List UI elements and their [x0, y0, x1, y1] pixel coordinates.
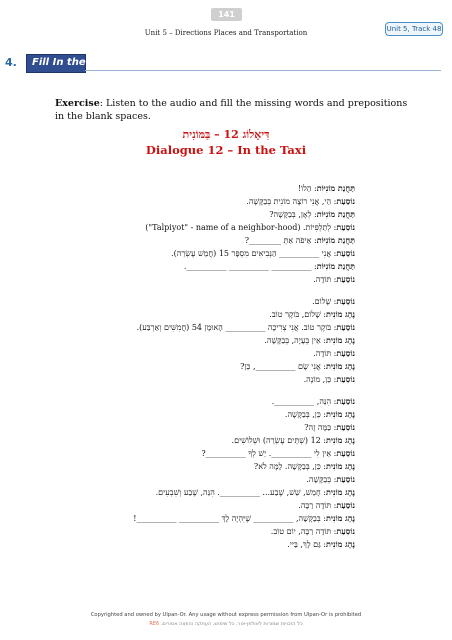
dialogue-line: נוֹסַעַת: כַּמָּה זֶה? [304, 422, 355, 432]
speaker: נוֹסַעַת [336, 222, 355, 232]
line-text: שָׁלוֹם, בֹּוקֶר טוֹב. [269, 310, 321, 319]
speaker: נֶהָג מוֹנִית [326, 487, 355, 497]
dialogue-line: נוֹסַעַת: לְתַלְפִּיּוֹת. ("Talpiyot" - name of a neighbor-hood) [145, 222, 355, 232]
line-text: אֲנִי __________ הַנְּבִיאִים מִסְפָּר 15 (חֲמֵשׁ עֶשְׂרֵה). [171, 249, 332, 258]
line-text: גַּם לָךְ, בַּיי. [287, 540, 321, 549]
line-text: 12 (שְׁתֵּים עֶשְׂרֵה) וּשְׁלוֹשִׁים. [231, 436, 321, 445]
copyright-footer: Copyrighted and owned by Ulpan-Or. Any usage without express permission from Ulpan-Or is prohibited [90, 612, 362, 618]
dialogue-line: תַּחֲנַת מוֹנִיּוֹת: הַלוֹ! [297, 183, 355, 193]
line-text: הִנֵּה, __________. [271, 397, 332, 406]
dialogue-line: נוֹסַעַת: בֹּוקֶר טוֹב. אֲנִי צְרִיכָה __________ הָאוּמָן 54 (חֲמִשִּׁים וְאַרְבַּע). [136, 322, 355, 332]
dialogue-line: נוֹסַעַת: הַי, אֲנִי רוֹצָה מוֹנִית בְּבַקָּשָׁה. [246, 196, 355, 206]
dialogue-line: נֶהָג מוֹנִית: 12 (שְׁתֵּים עֶשְׂרֵה) וּשְׁלוֹשִׁים. [231, 435, 355, 445]
dialogue-line: נֶהָג מוֹנִית: אֲנִי שָׂם __________, כֵּן? [240, 361, 355, 371]
dialogue-line: נוֹסַעַת: אֲנִי __________ הַנְּבִיאִים מִסְפָּר 15 (חֲמֵשׁ עֶשְׂרֵה). [171, 248, 355, 258]
speaker: נוֹסַעַת [336, 448, 355, 458]
speaker: נֶהָג מוֹנִית [326, 539, 355, 549]
line-text: שָׁלוֹם. [312, 297, 332, 306]
speaker: נֶהָג מוֹנִית [326, 409, 355, 419]
line-text: תּוֹדָה. [313, 275, 332, 284]
line-text: כֵּן, מוֹנֶה. [303, 375, 332, 384]
line-text: בֹּוקֶר טוֹב. אֲנִי צְרִיכָה __________ הָאוּמָן 54 (חֲמִשִּׁים וְאַרְבַּע). [136, 323, 332, 332]
line-note: ("Talpiyot" - name of a neighbor-hood) [145, 223, 301, 232]
speaker: נוֹסַעַת [336, 248, 355, 258]
dialogue-line: תַּחֲנַת מוֹנִיּוֹת: __________ __________ __________. [183, 261, 355, 271]
speaker: תַּחֲנַת מוֹנִיּוֹת [316, 209, 355, 219]
speaker: נֶהָג מוֹנִית [326, 435, 355, 445]
dialogue-line: נוֹסַעַת: בְּבַקָּשָׁה. [306, 474, 355, 484]
line-text: בְּבַקָּשָׁה. [306, 475, 332, 484]
line-text: __________ __________ __________. [183, 262, 312, 271]
speaker: נוֹסַעַת [336, 322, 355, 332]
speaker: תַּחֲנַת מוֹנִיּוֹת [316, 261, 355, 271]
dialogue-line: נוֹסַעַת: תּוֹדָה רַבָּה, יוֹם טוֹב. [270, 526, 355, 536]
page-number: 141 [211, 8, 242, 21]
hebrew-dialogue-title: דִּיאָלוֹג 12 – בַּמּוֹנִית [182, 128, 270, 141]
line-text: תּוֹדָה רַבָּה, יוֹם טוֹב. [270, 527, 332, 536]
speaker: נוֹסַעַת [336, 500, 355, 510]
dialogue-line: נוֹסַעַת: תּוֹדָה רַבָּה. [298, 500, 355, 510]
dialogue-line: נוֹסַעַת: הִנֵּה, __________. [271, 396, 355, 406]
line-text: אֲנִי שָׂם __________, כֵּן? [240, 362, 321, 371]
speaker: תַּחֲנַת מוֹנִיּוֹת [316, 183, 355, 193]
speaker: נוֹסַעַת [336, 348, 355, 358]
exercise-instructions [55, 97, 415, 123]
line-text: בְּבַקָּשָׁה, __________ שֶׁיִּהְיֶה לָךְ __________ __________! [133, 514, 321, 523]
dialogue-line: נֶהָג מוֹנִית: גַּם לָךְ, בַּיי. [287, 539, 355, 549]
speaker: נוֹסַעַת [336, 296, 355, 306]
unit-title: Unit 5 – Directions Places and Transportation [144, 29, 308, 37]
speaker: נוֹסַעַת [336, 474, 355, 484]
speaker: נוֹסַעַת [336, 196, 355, 206]
footer-code: RE6 [149, 621, 160, 627]
section-number: 4. [5, 56, 17, 69]
line-text: כֵּן, בְּבַקָּשָׁה. [284, 410, 321, 419]
track-button[interactable]: Unit 5, Track 48 [385, 22, 443, 36]
line-text: חָמֵשׁ, שֵׁשׁ, שֶׁבַע... __________. הִנֵּה, שֶׁבַע וְשִׁבְעִים. [155, 488, 321, 497]
line-text: כֵּן, בְּבַקָּשָׁה. לָמָּה לֹא? [253, 462, 321, 471]
dialogue-line: נֶהָג מוֹנִית: בְּבַקָּשָׁה, __________ שֶׁיִּהְיֶה לָךְ __________ __________! [133, 513, 355, 523]
dialogue-line: נֶהָג מוֹנִית: כֵּן, בְּבַקָּשָׁה. לָמָּה לֹא? [253, 461, 355, 471]
line-text: אֵין בְּעָיָה, בְּבַקָּשָׁה. [264, 336, 321, 345]
line-text: לְאָן, בְּבַקָּשָׁה? [269, 210, 312, 219]
dialogue-line: נוֹסַעַת: שָׁלוֹם. [312, 296, 355, 306]
speaker: נֶהָג מוֹנִית [326, 335, 355, 345]
dialogue-line: נֶהָג מוֹנִית: כֵּן, בְּבַקָּשָׁה. [284, 409, 355, 419]
dialogue-line: נוֹסַעַת: אֵין לִי __________. יֵשׁ לְךָ __________? [201, 448, 355, 458]
dialogue-line: נוֹסַעַת: תּוֹדָה. [313, 274, 355, 284]
dialogue-line: נוֹסַעַת: תּוֹדָה. [313, 348, 355, 358]
speaker: נֶהָג מוֹנִית [326, 461, 355, 471]
line-text: תּוֹדָה. [313, 349, 332, 358]
dialogue-line: נוֹסַעַת: כֵּן, מוֹנֶה. [303, 374, 355, 384]
dialogue-line: תַּחֲנַת מוֹנִיּוֹת: אֵיפֹה אַתְּ ________? [244, 235, 355, 245]
speaker: נוֹסַעַת [336, 396, 355, 406]
section-divider [85, 70, 441, 71]
line-text: אֵין לִי __________. יֵשׁ לְךָ __________? [201, 449, 332, 458]
speaker: נֶהָג מוֹנִית [326, 513, 355, 523]
line-text: לְתַלְפִּיּוֹת. [303, 223, 332, 232]
dialogue-line: תַּחֲנַת מוֹנִיּוֹת: לְאָן, בְּבַקָּשָׁה? [269, 209, 355, 219]
exercise-text: : Listen to the audio and fill the missing words and prepositions in the blank spaces. [55, 98, 408, 122]
line-text: הַי, אֲנִי רוֹצָה מוֹנִית בְּבַקָּשָׁה. [246, 197, 332, 206]
speaker: נוֹסַעַת [336, 374, 355, 384]
dialogue-line: נֶהָג מוֹנִית: חָמֵשׁ, שֵׁשׁ, שֶׁבַע... __________. הִנֵּה, שֶׁבַע וְשִׁבְעִים. [155, 487, 355, 497]
line-text: כַּמָּה זֶה? [304, 423, 332, 432]
line-text: אֵיפֹה אַתְּ ________? [244, 236, 312, 245]
speaker: נוֹסַעַת [336, 526, 355, 536]
speaker: תַּחֲנַת מוֹנִיּוֹת [316, 235, 355, 245]
speaker: נוֹסַעַת [336, 274, 355, 284]
section-label: Fill In the ____ [32, 57, 110, 68]
dialogue-line: נֶהָג מוֹנִית: אֵין בְּעָיָה, בְּבַקָּשָׁה. [264, 335, 355, 345]
line-text: הַלוֹ! [297, 184, 312, 193]
dialogue-line: נֶהָג מוֹנִית: שָׁלוֹם, בֹּוקֶר טוֹב. [269, 309, 355, 319]
hebrew-rights-text: כל הזכויות שמורות לאולפן-אור. כל שימוש, העתקה והפצה אסורים. [160, 621, 303, 627]
speaker: נֶהָג מוֹנִית [326, 309, 355, 319]
exercise-label: Exercise [55, 98, 100, 109]
hebrew-rights-footer [0, 621, 452, 627]
line-text: תּוֹדָה רַבָּה. [298, 501, 332, 510]
speaker: נֶהָג מוֹנִית [326, 361, 355, 371]
english-dialogue-title: Dialogue 12 – In the Taxi [145, 143, 307, 157]
speaker: נוֹסַעַת [336, 422, 355, 432]
